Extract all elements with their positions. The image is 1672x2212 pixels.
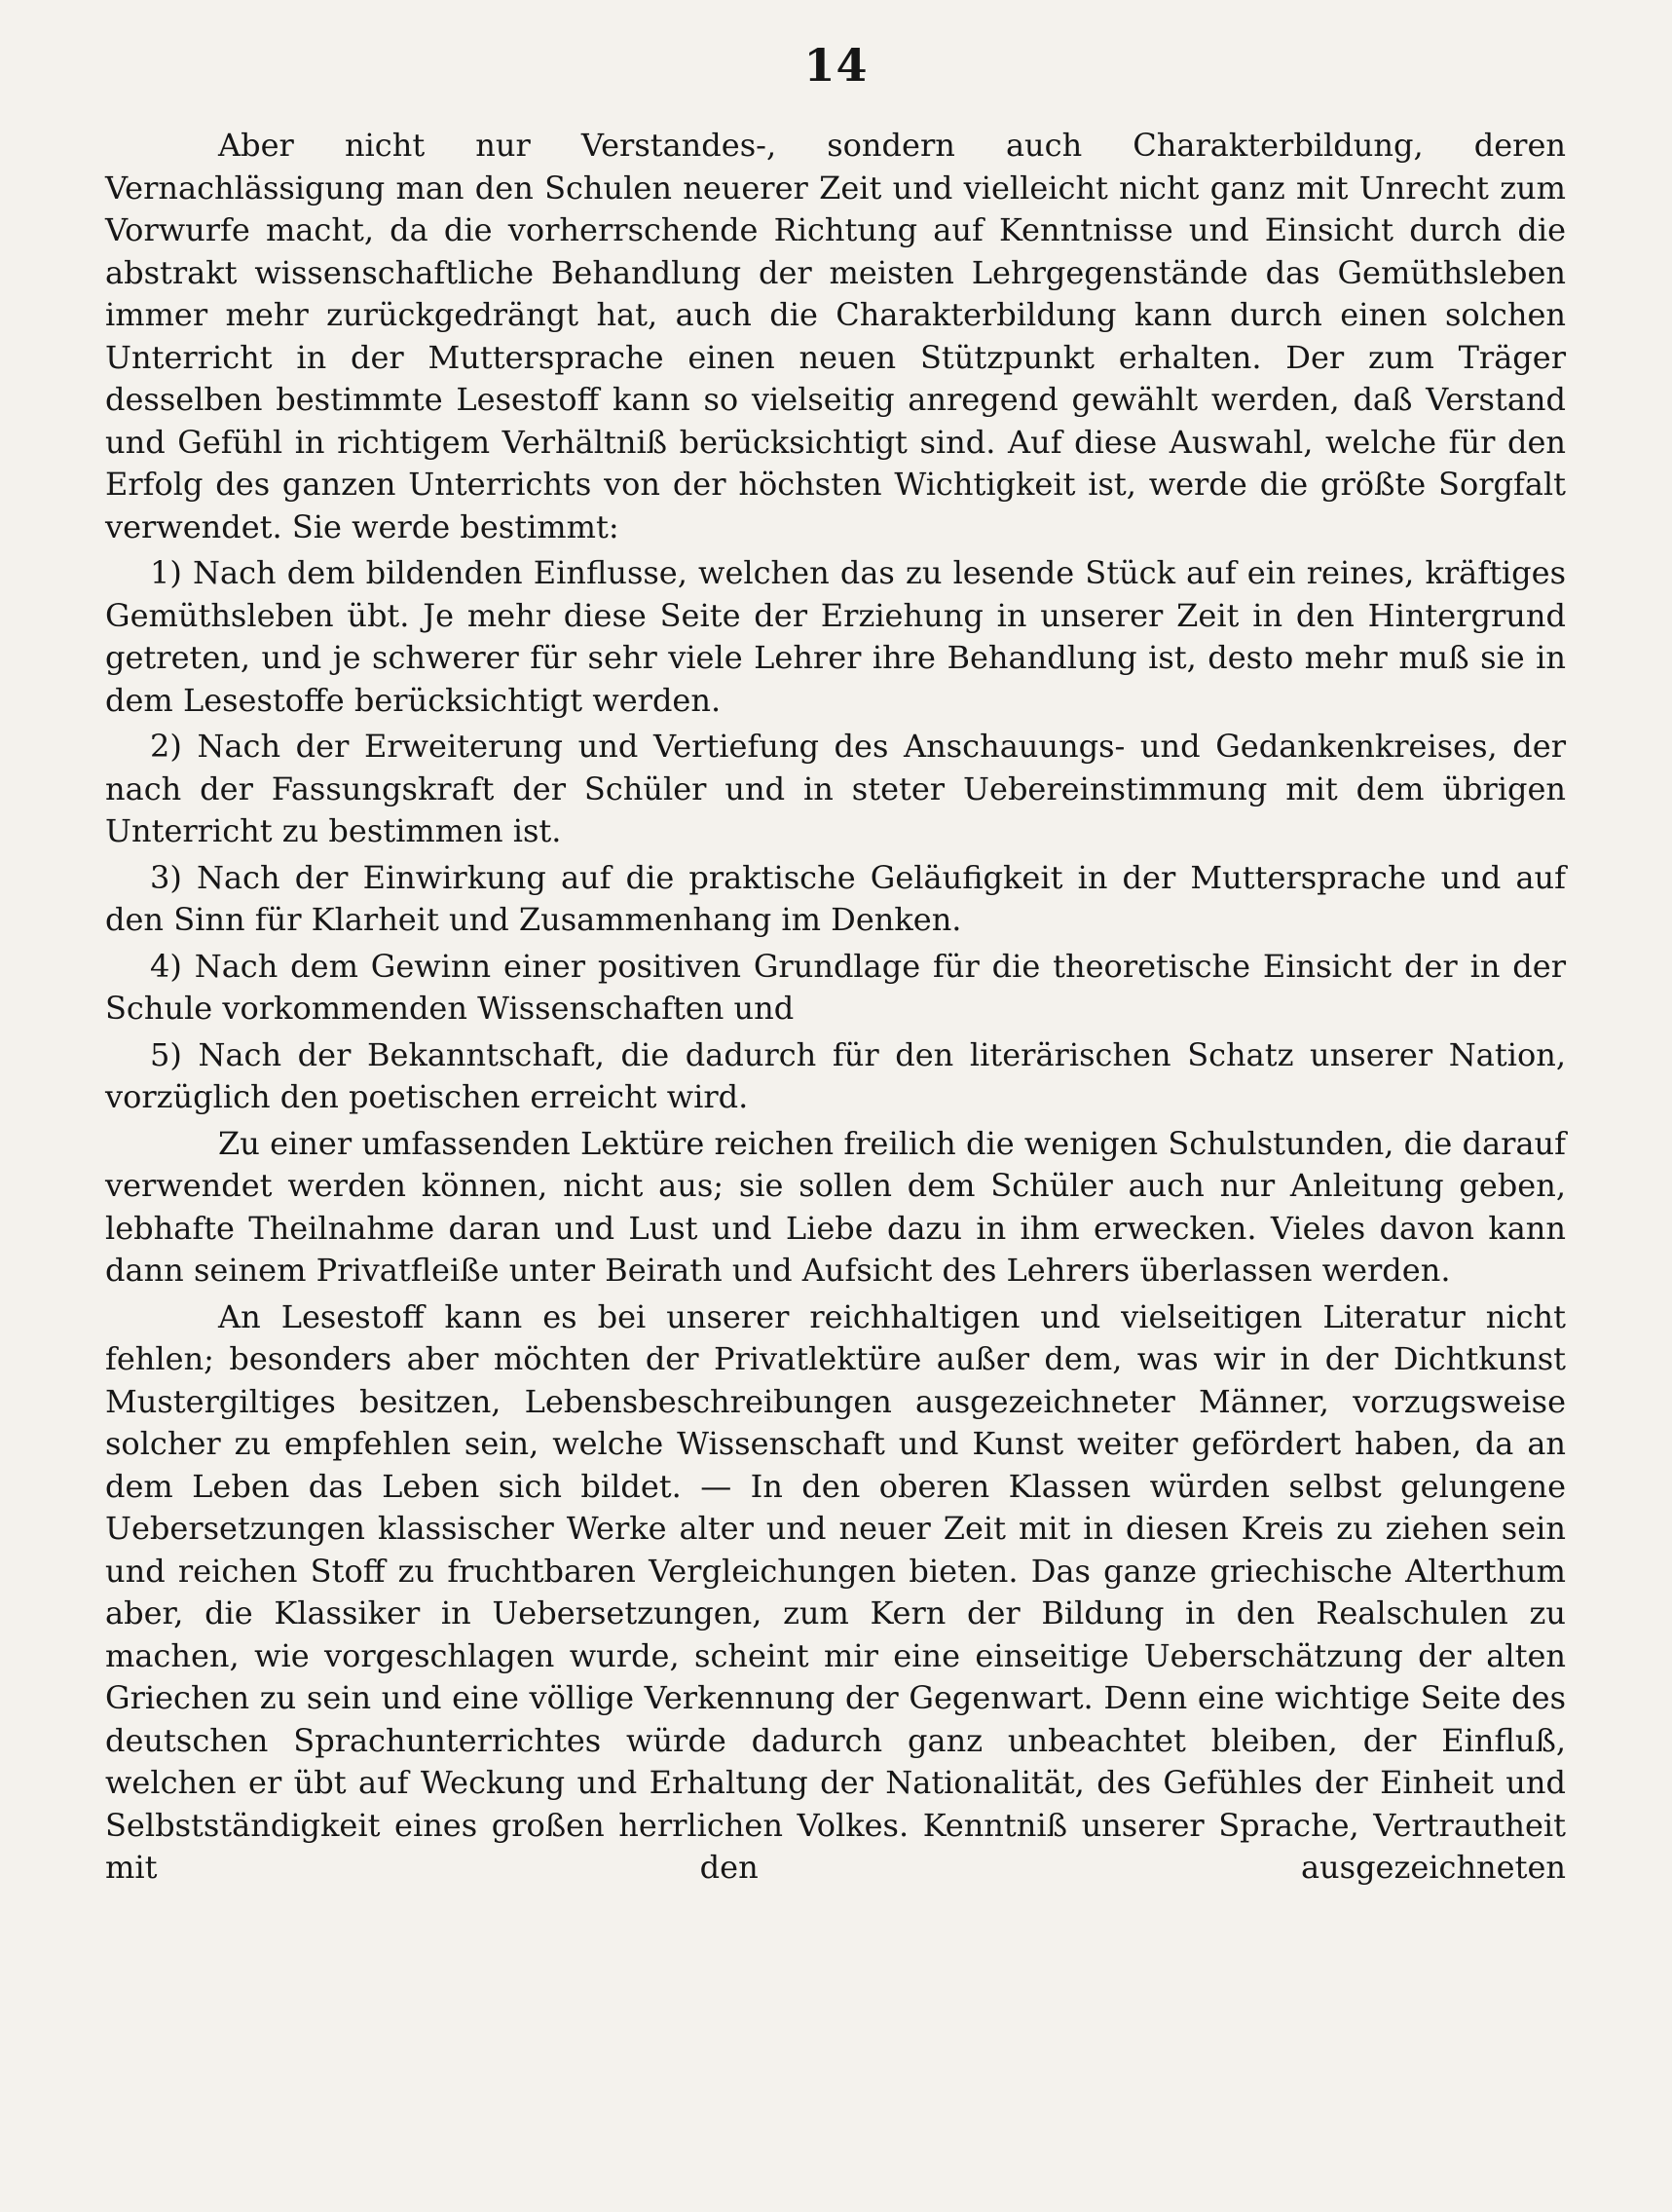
page-number: 14 (803, 39, 869, 92)
list-item-5: 5) Nach der Bekanntschaft, die dadurch für den literärischen Schatz unserer Nation, vorzüglich den poetischen erreicht wird. (105, 1035, 1566, 1115)
list-item-4: 4) Nach dem Gewinn einer positiven Grundlage für die theoretische Einsicht der in der Schule vorkommenden Wissenschaften und (105, 947, 1566, 1027)
list-item-2: 2) Nach der Erweiterung und Vertiefung des Anschauungs- und Gedankenkreises, der nach der Fassungskraft der Schüler und in steter Uebereinstimmung mit dem übrigen Unterricht zu bestimmen ist. (105, 728, 1566, 849)
list-item-1: 1) Nach dem bildenden Einflusse, welchen das zu lesende Stück auf ein reines, kräftiges Gemüthsleben übt. Je mehr diese Seite der Erziehung in unserer Zeit in den Hintergrund getreten, und je schwerer für sehr viele Lehrer ihre Behandlung ist, desto mehr muß sie in dem Lesestoffe berücksichtigt werden. (105, 554, 1566, 719)
paragraph-reading-material: An Lesestoff kann es bei unserer reichhaltigen und vielseitigen Literatur nicht fehlen; besonders aber möchten der Privatlektüre außer dem, was wir in der Dichtkunst Mustergiltiges besitzen, Lebensbeschreibungen ausgezeichneter Männer, vorzugsweise solcher zu empfehlen sein, welche Wissenschaft und Kunst weiter gefördert haben, da an dem Leben das Leben sich bildet. — In den oberen Klassen würden selbst gelungene Uebersetzungen klassischer Werke alter und neuer Zeit mit in diesen Kreis zu ziehen sein und reichen Stoff zu fruchtbaren Vergleichungen bieten. Das ganze griechische Alterthum aber, die Klassiker in Uebersetzungen, zum Kern der Bildung in den Realschulen zu machen, wie vorgeschlagen wurde, scheint mir eine einseitige Ueberschätzung der alten Griechen zu sein und eine völlige Verkennung der Gegenwart. Denn eine wichtige Seite des deutschen Sprachunterrichtes würde dadurch ganz unbeachtet bleiben, der Einfluß, welchen er übt auf Weckung und Erhaltung der Nationalität, des Gefühles der Einheit und Selbstständigkeit eines großen herrlichen Volkes. Kenntniß unserer Sprache, Vertrautheit mit den ausgezeichneten (105, 1297, 1566, 1886)
body-text (105, 125, 1566, 1893)
paragraph-reading: Zu einer umfassenden Lektüre reichen freilich die wenigen Schulstunden, die darauf verwendet werden können, nicht aus; sie sollen dem Schüler auch nur Anleitung geben, lebhafte Theilnahme daran und Lust und Liebe dazu in ihm erwecken. Vieles davon kann dann seinem Privatfleiße unter Beirath und Aufsicht des Lehrers überlassen werden. (105, 1124, 1566, 1289)
list-item-3: 3) Nach der Einwirkung auf die praktische Geläufigkeit in der Muttersprache und auf den Sinn für Klarheit und Zusammenhang im Denken. (105, 858, 1566, 938)
paragraph-character-formation: Aber nicht nur Verstandes-, sondern auch Charakterbildung, deren Vernachlässigung man den Schulen neuerer Zeit und vielleicht nicht ganz mit Unrecht zum Vorwurfe macht, da die vorherrschende Richtung auf Kenntnisse und Einsicht durch die abstrakt wissenschaftliche Behandlung der meisten Lehrgegenstände das Gemüthsleben immer mehr zurückgedrängt hat, auch die Charakterbildung kann durch einen solchen Unterricht in der Muttersprache einen neuen Stützpunkt erhalten. Der zum Träger desselben bestimmte Lesestoff kann so vielseitig anregend gewählt werden, daß Verstand und Gefühl in richtigem Verhältniß berücksichtigt sind. Auf diese Auswahl, welche für den Erfolg des ganzen Unterrichts von der höchsten Wichtigkeit ist, werde die größte Sorgfalt verwendet. Sie werde bestimmt: (105, 127, 1566, 545)
